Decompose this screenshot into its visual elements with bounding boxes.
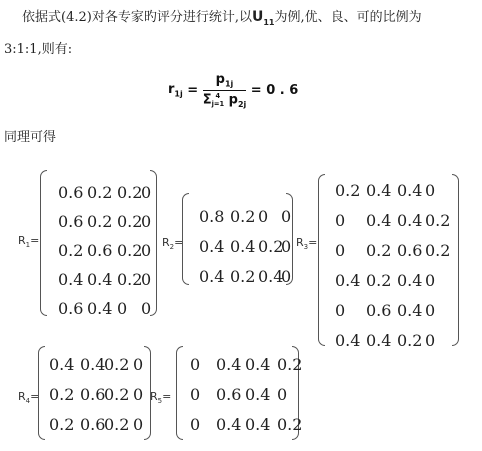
matrix-r3-cell: 0.6 xyxy=(397,241,423,260)
matrix-r3-cell: 0.2 xyxy=(335,181,361,200)
matrix-r3-cell: 0 xyxy=(335,211,346,230)
matrix-r2-cell: 0.2 xyxy=(258,237,284,256)
matrix-r1-cell: 0.2 xyxy=(87,212,113,231)
matrix-r3-cell: 0.2 xyxy=(425,241,451,260)
matrix-r4-cell: 0.6 xyxy=(80,415,106,434)
matrix-r1-cell: 0.4 xyxy=(58,270,84,289)
matrix-r4-cell: 0.6 xyxy=(80,385,106,404)
matrix-r1-cell: 0.6 xyxy=(58,299,84,318)
matrix-r1-cell: 0.4 xyxy=(87,299,113,318)
matrix-r1-cell: 0.2 xyxy=(117,241,143,260)
matrix-r1-cell: 0.6 xyxy=(58,183,84,202)
matrix-label-r3: $R_3=$ xyxy=(296,236,318,252)
matrix-r3-cell: 0.2 xyxy=(366,241,392,260)
matrix-r4-cell: 0.2 xyxy=(104,415,130,434)
matrix-r4-cell: 0.2 xyxy=(104,385,130,404)
matrix-r3-cell: 0 xyxy=(335,241,346,260)
matrix-r1-cell: 0.2 xyxy=(117,270,143,289)
matrix-r1-cell: 0.2 xyxy=(117,212,143,231)
matrix-left-bracket xyxy=(182,193,189,285)
matrix-r2-cell: 0 xyxy=(258,207,269,226)
matrix-r3-cell: 0.4 xyxy=(366,211,392,230)
matrix-left-bracket xyxy=(176,346,183,440)
matrix-r5-cell: 0.4 xyxy=(245,385,271,404)
matrix-r5-cell: 0.4 xyxy=(216,415,242,434)
formula-lhs: $r_{1j}$ xyxy=(168,82,183,99)
matrix-r3-cell: 0 xyxy=(425,181,436,200)
matrix-r3-cell: 0 xyxy=(425,331,436,350)
matrix-r5-cell: 0 xyxy=(190,415,201,434)
matrix-r3-cell: 0 xyxy=(335,301,346,320)
matrix-r4-cell: 0.2 xyxy=(49,385,75,404)
formula-rhs: = 0 . 6 xyxy=(250,82,299,98)
matrix-r2-cell: 0.2 xyxy=(230,207,256,226)
matrix-r5-cell: 0.4 xyxy=(245,355,271,374)
matrix-r1-cell: 0 xyxy=(141,183,152,202)
matrix-r3-cell: 0.4 xyxy=(397,301,423,320)
matrix-r2-cell: 0.2 xyxy=(230,267,256,286)
matrix-r3-cell: 0.4 xyxy=(397,211,423,230)
matrix-r5-cell: 0 xyxy=(277,385,288,404)
matrix-label-r5: $R_5=$ xyxy=(150,390,172,406)
matrix-label-r1: $R_1=$ xyxy=(18,234,40,250)
matrix-r3-cell: 0.4 xyxy=(335,271,361,290)
matrix-r3-cell: 0 xyxy=(425,301,436,320)
matrix-r5-cell: 0 xyxy=(190,355,201,374)
matrix-r4-cell: 0.4 xyxy=(80,355,106,374)
intro-text-before: 依据式(4.2)对各专家旳评分进行统计,以 xyxy=(22,10,252,25)
matrix-r3-cell: 0.4 xyxy=(366,181,392,200)
matrix-r4-cell: 0.2 xyxy=(104,355,130,374)
matrix-r2-cell: 0 xyxy=(281,267,292,286)
matrix-r3-cell: 0.4 xyxy=(366,331,392,350)
matrix-r5-cell: 0.4 xyxy=(245,415,271,434)
matrix-right-bracket xyxy=(452,174,459,346)
matrix-r3-cell: 0.2 xyxy=(366,271,392,290)
formula-fraction xyxy=(203,72,247,109)
formula-denominator: Σ 4 j=1 $p_{2j}$ xyxy=(202,91,247,109)
matrix-left-bracket xyxy=(318,174,325,346)
matrix-r3-cell: 0.4 xyxy=(335,331,361,350)
matrix-r2-cell: 0.8 xyxy=(199,207,225,226)
matrix-r2-cell: 0.4 xyxy=(230,237,256,256)
matrix-r3-cell: 0.2 xyxy=(397,331,423,350)
matrix-r2-cell: 0.4 xyxy=(199,237,225,256)
matrix-r1-cell: 0.2 xyxy=(87,183,113,202)
matrix-r1-cell: 0.2 xyxy=(117,183,143,202)
u11-symbol: $U_{11}$ xyxy=(251,9,275,27)
intro-line-1 xyxy=(22,9,422,31)
matrix-r5-cell: 0.2 xyxy=(277,355,303,374)
matrix-r5-cell: 0.6 xyxy=(216,385,242,404)
matrix-r3-cell: 0.6 xyxy=(366,301,392,320)
matrix-label-r4: $R_4=$ xyxy=(18,390,40,406)
matrix-r2-cell: 0.4 xyxy=(199,267,225,286)
matrix-r3-cell: 0.2 xyxy=(425,211,451,230)
matrix-r4-cell: 0.4 xyxy=(49,355,75,374)
matrix-left-bracket xyxy=(38,346,45,440)
matrix-r1-cell: 0 xyxy=(141,212,152,231)
matrix-r1-cell: 0.6 xyxy=(58,212,84,231)
matrix-r2-cell: 0 xyxy=(281,207,292,226)
matrix-r1-cell: 0 xyxy=(141,241,152,260)
matrix-label-r2: $R_2=$ xyxy=(162,236,184,252)
matrix-r1-cell: 0 xyxy=(141,270,152,289)
matrix-r2-cell: 0 xyxy=(281,237,292,256)
matrix-r3-cell: 0.4 xyxy=(397,271,423,290)
matrix-r1-cell: 0 xyxy=(141,299,152,318)
matrix-r5-cell: 0.2 xyxy=(277,415,303,434)
intro-line-2: 3:1:1,则有: xyxy=(4,42,73,57)
matrix-r1-cell: 0.2 xyxy=(58,241,84,260)
intro-text-after: 为例,优、良、可的比例为 xyxy=(274,10,422,25)
matrix-r1-cell: 0 xyxy=(117,299,128,318)
matrix-r1-cell: 0.6 xyxy=(87,241,113,260)
matrix-r4-cell: 0.2 xyxy=(49,415,75,434)
matrix-r3-cell: 0 xyxy=(425,271,436,290)
matrix-left-bracket xyxy=(40,170,47,316)
matrix-r4-cell: 0 xyxy=(133,415,144,434)
matrix-r4-cell: 0 xyxy=(133,385,144,404)
matrix-r4-cell: 0 xyxy=(133,355,144,374)
matrix-r3-cell: 0.4 xyxy=(397,181,423,200)
matrix-r5-cell: 0 xyxy=(190,385,201,404)
matrix-r5-cell: 0.4 xyxy=(216,355,242,374)
similarly-text: 同理可得 xyxy=(4,130,57,145)
matrix-r2-cell: 0.4 xyxy=(258,267,284,286)
formula: $r_{1j}$ = $p_{1j}$ Σ 4 j=1 $p_{2j}$ = 0 . 6 xyxy=(168,72,299,109)
formula-numerator: $p_{1j}$ xyxy=(203,72,247,91)
matrix-r1-cell: 0.4 xyxy=(87,270,113,289)
